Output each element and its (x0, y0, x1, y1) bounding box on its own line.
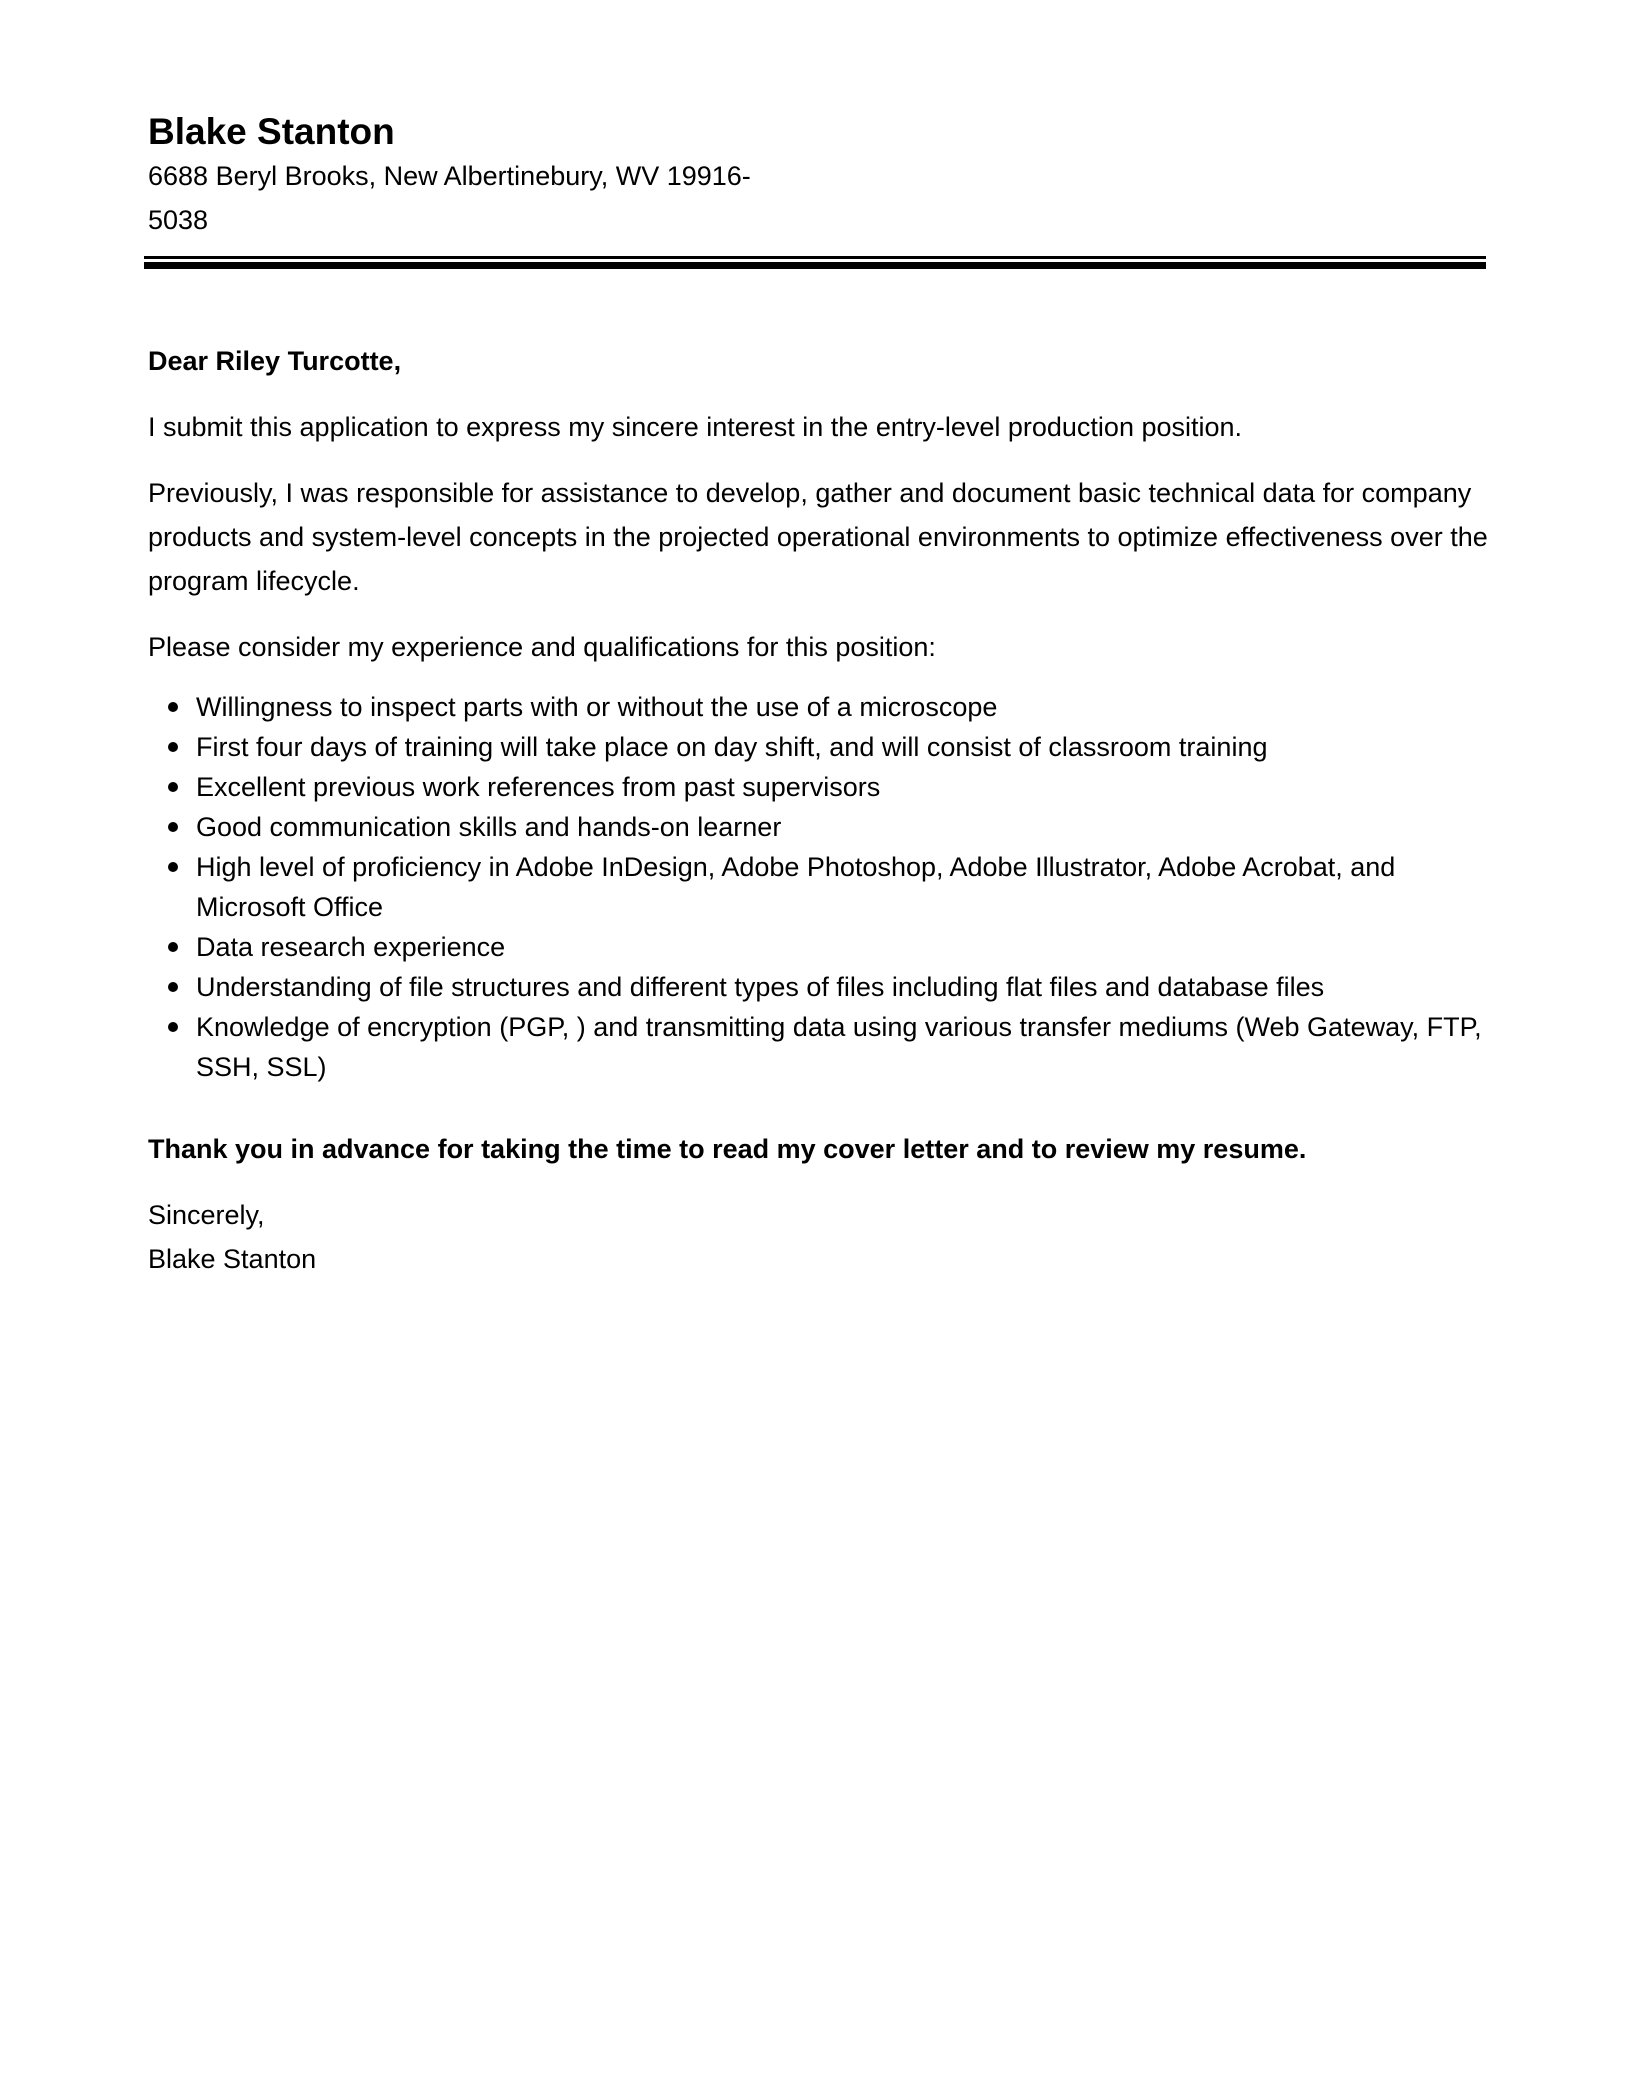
bullet-icon (168, 782, 178, 792)
list-item-text: Knowledge of encryption (PGP, ) and transmitting data using various transfer mediums (Web Gateway, FTP, SSH, SSL) (196, 1012, 1482, 1082)
letter-body (148, 339, 1488, 1281)
bullet-icon (168, 822, 178, 832)
qualifications-intro: Please consider my experience and qualifications for this position: (148, 632, 936, 662)
sender-name: Blake Stanton (148, 111, 395, 152)
bullet-icon (168, 1022, 178, 1032)
list-item (148, 687, 1488, 727)
list-item (148, 967, 1488, 1007)
list-item (148, 1007, 1488, 1087)
qualifications-list (148, 687, 1488, 1087)
bullet-icon (168, 982, 178, 992)
signoff-block (148, 1193, 1488, 1281)
cover-letter-page (148, 110, 1488, 1281)
list-item-text: Willingness to inspect parts with or without the use of a microscope (196, 692, 998, 722)
bullet-icon (168, 862, 178, 872)
letter-header (148, 110, 1488, 259)
bullet-icon (168, 702, 178, 712)
list-item-text: High level of proficiency in Adobe InDesign, Adobe Photoshop, Adobe Illustrator, Adobe Acrobat, and Microsoft Office (196, 852, 1396, 922)
list-item (148, 847, 1488, 927)
list-item-text: Data research experience (196, 932, 506, 962)
list-item (148, 807, 1488, 847)
intro-paragraph: I submit this application to express my sincere interest in the entry-level production position. (148, 412, 1243, 442)
list-item-text: Excellent previous work references from past supervisors (196, 772, 881, 802)
list-item (148, 927, 1488, 967)
thank-you-line: Thank you in advance for taking the time to read my cover letter and to review my resume. (148, 1134, 1307, 1164)
sender-address: 6688 Beryl Brooks, New Albertinebury, WV 19916-5038 (148, 161, 751, 235)
closing: Sincerely, (148, 1200, 265, 1230)
list-item (148, 727, 1488, 767)
salutation: Dear Riley Turcotte, (148, 346, 402, 376)
header-divider (144, 256, 1486, 259)
list-item-text: Good communication skills and hands-on learner (196, 812, 782, 842)
bullet-icon (168, 942, 178, 952)
list-item-text: Understanding of file structures and different types of files including flat files and database files (196, 972, 1325, 1002)
list-item (148, 767, 1488, 807)
bullet-icon (168, 742, 178, 752)
experience-paragraph: Previously, I was responsible for assistance to develop, gather and document basic technical data for company products and system-level concepts in the projected operational environments to optimize effectiveness over the program lifecycle. (148, 478, 1488, 596)
signature-name: Blake Stanton (148, 1244, 317, 1274)
list-item-text: First four days of training will take place on day shift, and will consist of classroom training (196, 732, 1268, 762)
